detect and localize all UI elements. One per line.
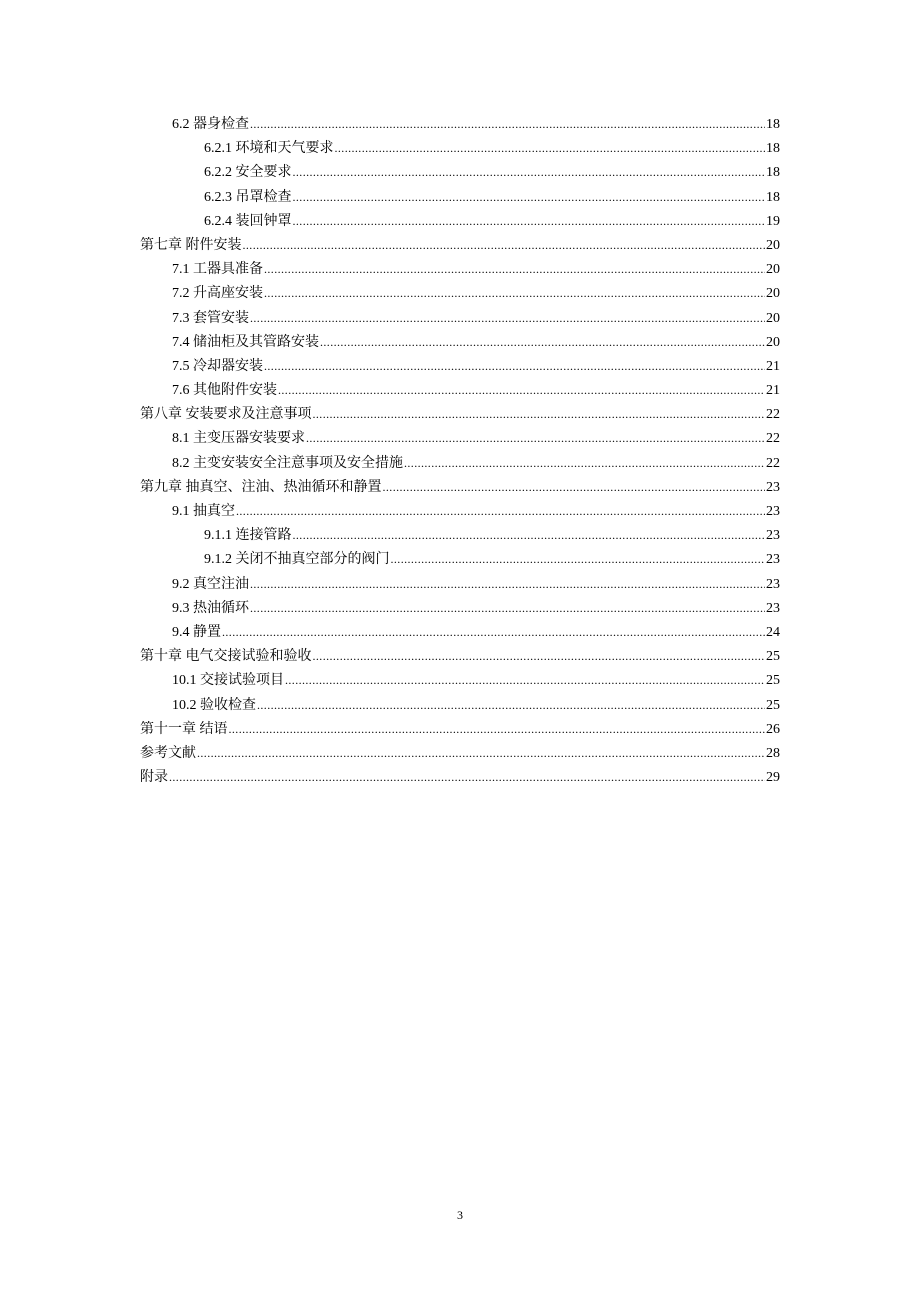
toc-entry-page: 26: [766, 721, 780, 737]
toc-entry-page: 25: [766, 649, 780, 665]
toc-entry-title: 6.2.4 装回钟罩: [204, 213, 292, 229]
toc-entry-page: 22: [766, 431, 780, 447]
toc-dot-leader: [285, 668, 765, 692]
toc-entry[interactable]: [140, 717, 780, 741]
toc-dot-leader: [257, 693, 765, 717]
toc-entry-title: 8.2 主变安装安全注意事项及安全措施: [172, 455, 403, 471]
toc-entry-title: 第九章 抽真空、注油、热油循环和静置: [140, 479, 382, 495]
toc-dot-leader: [250, 596, 765, 620]
toc-entry[interactable]: [140, 572, 780, 596]
toc-entry-title: 6.2.3 吊罩检查: [204, 189, 292, 205]
toc-entry-page: 23: [766, 528, 780, 544]
toc-entry-page: 18: [766, 165, 780, 181]
toc-dot-leader: [293, 523, 766, 547]
toc-entry-title: 9.1 抽真空: [172, 504, 235, 519]
toc-entry-title: 10.2 验收检查: [172, 697, 256, 713]
toc-entry-page: 20: [766, 262, 780, 278]
toc-entry-page: 25: [766, 673, 780, 689]
toc-entry[interactable]: [140, 257, 780, 281]
toc-entry[interactable]: [140, 765, 780, 789]
toc-dot-leader: [306, 426, 765, 450]
toc-entry-title: 10.1 交接试验项目: [172, 673, 284, 689]
toc-dot-leader: [236, 499, 765, 523]
toc-entry-title: 附录: [140, 770, 168, 786]
toc-entry-title: 9.1.2 关闭不抽真空部分的阀门: [204, 552, 390, 568]
toc-entry-page: 23: [766, 600, 780, 616]
toc-dot-leader: [250, 306, 765, 330]
toc-entry[interactable]: [140, 306, 780, 330]
toc-entry-page: 23: [766, 552, 780, 568]
toc-entry-page: 20: [766, 286, 780, 302]
toc-dot-leader: [278, 378, 765, 402]
toc-entry-title: 7.3 套管安装: [172, 310, 249, 326]
toc-dot-leader: [250, 112, 765, 136]
toc-entry-page: 22: [766, 407, 780, 423]
toc-entry[interactable]: [140, 596, 780, 620]
toc-entry[interactable]: [140, 160, 780, 184]
toc-entry-page: 20: [766, 334, 780, 350]
toc-entry-title: 7.6 其他附件安装: [172, 383, 277, 399]
toc-dot-leader: [293, 185, 766, 209]
toc-dot-leader: [222, 620, 765, 644]
toc-entry-page: 24: [766, 624, 780, 640]
toc-entry[interactable]: [140, 523, 780, 547]
toc-dot-leader: [264, 354, 765, 378]
toc-entry[interactable]: [140, 426, 780, 450]
toc-entry-page: 23: [766, 479, 780, 495]
toc-dot-leader: [313, 644, 766, 668]
toc-entry-title: 第十一章 结语: [140, 721, 228, 737]
toc-entry-page: 25: [766, 697, 780, 713]
toc-dot-leader: [320, 330, 765, 354]
toc-entry-title: 7.5 冷却器安装: [172, 358, 263, 374]
toc-entry[interactable]: [140, 741, 780, 765]
toc-entry[interactable]: [140, 620, 780, 644]
toc-entry[interactable]: [140, 499, 780, 523]
toc-dot-leader: [250, 572, 765, 596]
toc-entry[interactable]: [140, 378, 780, 402]
toc-entry-title: 6.2.2 安全要求: [204, 165, 292, 181]
toc-entry-page: 23: [766, 576, 780, 592]
toc-entry-title: 6.2.1 环境和天气要求: [204, 141, 334, 157]
toc-entry[interactable]: [140, 112, 780, 136]
toc-entry-page: 29: [766, 770, 780, 786]
toc-entry-page: 18: [766, 141, 780, 157]
toc-entry[interactable]: [140, 547, 780, 571]
toc-entry-title: 参考文献: [140, 745, 196, 761]
toc-entry[interactable]: [140, 233, 780, 257]
toc-dot-leader: [243, 233, 766, 257]
toc-dot-leader: [197, 741, 765, 765]
toc-entry-title: 9.3 热油循环: [172, 600, 249, 616]
toc-entry-title: 6.2 器身检查: [172, 117, 249, 132]
toc-entry[interactable]: [140, 354, 780, 378]
toc-entry-page: 22: [766, 455, 780, 471]
toc-entry[interactable]: [140, 330, 780, 354]
toc-entry-page: 20: [766, 237, 780, 253]
toc-dot-leader: [264, 281, 765, 305]
toc-dot-leader: [404, 451, 765, 475]
toc-entry-title: 第八章 安装要求及注意事项: [140, 407, 312, 423]
toc-entry-page: 23: [766, 504, 780, 519]
toc-dot-leader: [313, 402, 766, 426]
toc-entry[interactable]: [140, 693, 780, 717]
toc-entry[interactable]: [140, 644, 780, 668]
table-of-contents: [140, 112, 780, 789]
toc-entry[interactable]: [140, 668, 780, 692]
toc-entry-title: 7.4 储油柜及其管路安装: [172, 334, 319, 350]
toc-entry-title: 8.1 主变压器安装要求: [172, 431, 305, 447]
toc-dot-leader: [293, 160, 766, 184]
toc-entry-title: 9.4 静置: [172, 624, 221, 640]
toc-entry[interactable]: [140, 281, 780, 305]
toc-entry-title: 第十章 电气交接试验和验收: [140, 649, 312, 665]
toc-entry-page: 18: [766, 189, 780, 205]
toc-entry[interactable]: [140, 402, 780, 426]
toc-dot-leader: [383, 475, 766, 499]
toc-entry-page: 21: [766, 383, 780, 399]
toc-entry-page: 18: [766, 117, 780, 132]
toc-entry-title: 7.1 工器具准备: [172, 262, 263, 278]
toc-entry[interactable]: [140, 475, 780, 499]
toc-entry[interactable]: [140, 209, 780, 233]
toc-entry[interactable]: [140, 136, 780, 160]
toc-dot-leader: [229, 717, 766, 741]
toc-dot-leader: [264, 257, 765, 281]
toc-entry-title: 7.2 升高座安装: [172, 286, 263, 302]
toc-entry-page: 19: [766, 213, 780, 229]
toc-entry-page: 20: [766, 310, 780, 326]
page-number: 3: [457, 1208, 463, 1222]
toc-entry-title: 9.1.1 连接管路: [204, 528, 292, 544]
toc-dot-leader: [391, 547, 766, 571]
toc-dot-leader: [335, 136, 766, 160]
toc-entry[interactable]: [140, 451, 780, 475]
toc-entry[interactable]: [140, 185, 780, 209]
toc-dot-leader: [169, 765, 765, 789]
toc-dot-leader: [293, 209, 766, 233]
toc-entry-title: 第七章 附件安装: [140, 237, 242, 253]
toc-entry-page: 21: [766, 358, 780, 374]
toc-entry-title: 9.2 真空注油: [172, 576, 249, 592]
toc-entry-page: 28: [766, 745, 780, 761]
